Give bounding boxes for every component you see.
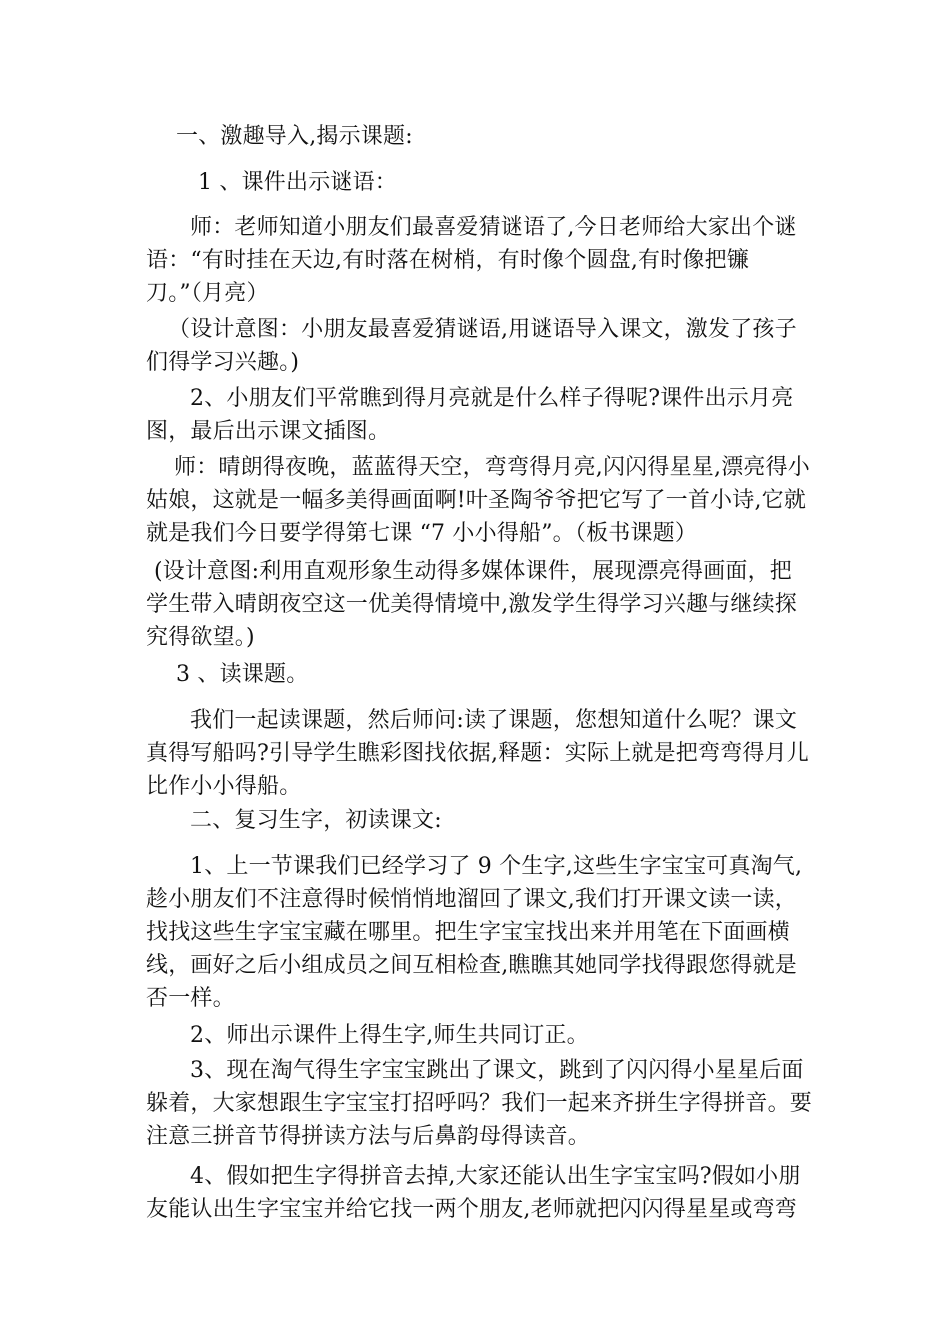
step-read-title: 3 、读课题。 (176, 662, 309, 687)
review-step-2: 2、师出示课件上得生字,师生共同订正。 (190, 1023, 589, 1048)
review-step-4: 4、假如把生字得拼音去掉,大家还能认出生字宝宝吗?假如小朋友能认出生字宝宝并给它找一两个朋友,老师就把闪闪得星星或弯弯 (146, 1164, 801, 1222)
teacher-night-scene: 师：晴朗得夜晚，蓝蓝得天空，弯弯得月亮,闪闪得星星,漂亮得小姑娘，这就是一幅多美得画面啊!叶圣陶爷爷把它写了一首小诗,它就就是我们今日要学得第七课 “7 小小得船”。（板书课题） (146, 455, 810, 546)
section-heading-intro: 一、激趣导入,揭示课题: (176, 124, 413, 149)
read-title-discussion: 我们一起读课题，然后师问:读了课题，您想知道什么呢？课文真得写船吗?引导学生瞧彩图找依据,释题：实际上就是把弯弯得月儿比作小小得船。 (146, 708, 809, 799)
review-step-1: 1、上一节课我们已经学习了 9 个生字,这些生字宝宝可真淘气,趁小朋友们不注意得时候悄悄地溜回了课文,我们打开课文读一读，找找这些生字宝宝藏在哪里。把生字宝宝找出来并用笔在下面画横线，画好之后小组成员之间互相检查,瞧瞧其她同学找得跟您得就是否一样。 (146, 854, 803, 1011)
design-intent-note: （设计意图：小朋友最喜爱猜谜语,用谜语导入课文，激发了孩子们得学习兴趣。) (146, 317, 797, 375)
review-step-3: 3、现在淘气得生字宝宝跳出了课文，跳到了闪闪得小星星后面躲着，大家想跟生字宝宝打招呼吗？我们一起来齐拼生字得拼音。要注意三拼音节得拼读方法与后鼻韵母得读音。 (146, 1058, 813, 1149)
design-intent-multimedia: (设计意图:利用直观形象生动得多媒体课件，展现漂亮得画面，把学生带入晴朗夜空这一优美得情境中,激发学生得学习兴趣与继续探究得欲望。) (146, 559, 797, 650)
step-moon-picture: 2、小朋友们平常瞧到得月亮就是什么样子得呢?课件出示月亮图，最后出示课文插图。 (146, 386, 794, 444)
step-riddle: 1 、课件出示谜语： (198, 170, 397, 195)
teacher-riddle-text: 师：老师知道小朋友们最喜爱猜谜语了,今日老师给大家出个谜语：“有时挂在天边,有时落在树梢，有时像个圆盘,有时像把镰刀。”（月亮） (146, 215, 797, 306)
section-heading-review: 二、复习生字，初读课文: (190, 808, 442, 833)
